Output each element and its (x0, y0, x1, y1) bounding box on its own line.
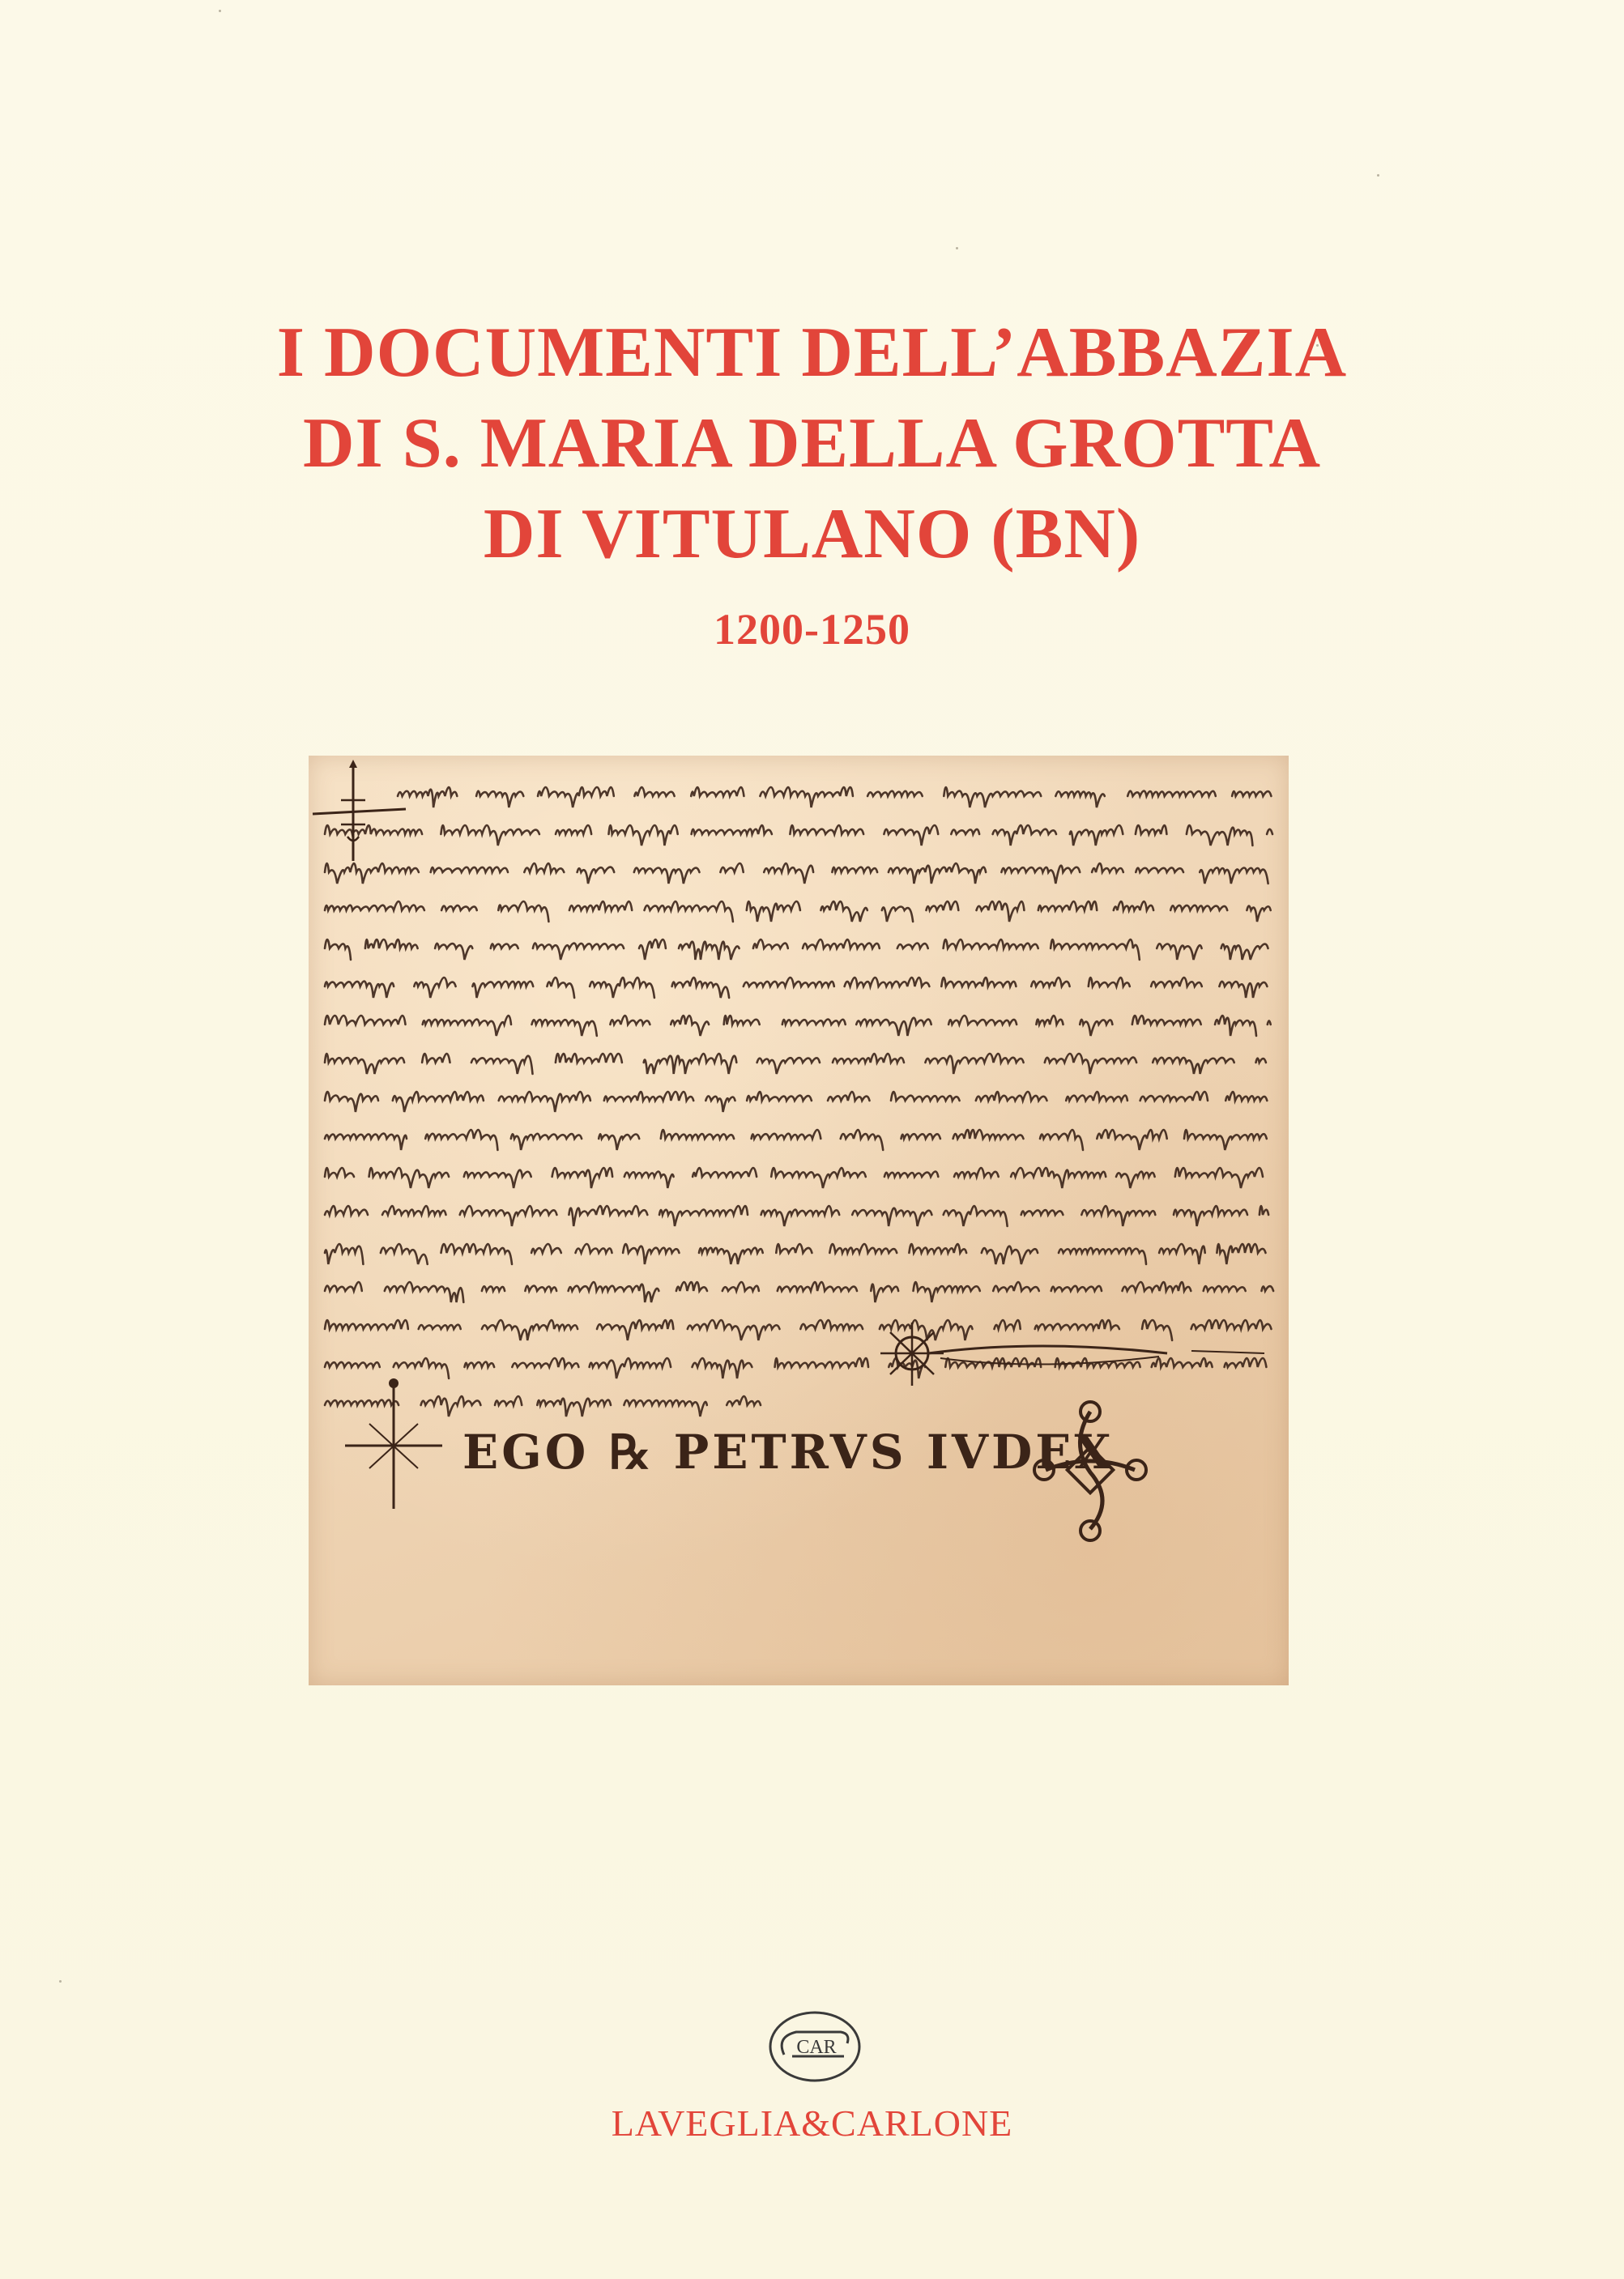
handwritten-line (325, 1168, 1263, 1188)
handwritten-line (325, 1054, 1266, 1074)
manuscript-script (309, 756, 1289, 1685)
title-line-3: DI VITULANO (BN) (483, 495, 1141, 573)
handwritten-line (325, 939, 1268, 960)
paper-speck (59, 1980, 62, 1983)
title-line-1: I DOCUMENTI DELL’ABBAZIA (276, 313, 1348, 392)
publisher-name: LAVEGLIA&CARLONE (611, 2102, 1013, 2144)
handwritten-line (325, 1130, 1267, 1150)
handwritten-line (398, 787, 1271, 807)
title-line-2: DI S. MARIA DELLA GROTTA (302, 404, 1322, 483)
handwritten-line (325, 1206, 1268, 1226)
paper-speck (219, 10, 221, 12)
handwritten-line (325, 901, 1271, 922)
publisher-block (0, 2004, 1624, 2145)
handwritten-line (325, 863, 1268, 884)
publisher-logo (760, 2004, 865, 2085)
handwritten-line (325, 978, 1267, 998)
judge-signature: EGO ℞ PETRVS IVDEX (462, 1425, 1115, 1480)
handwritten-line (325, 1244, 1266, 1264)
signature-cross (345, 1378, 442, 1509)
publisher-logo-letters: CAR (795, 2037, 837, 2058)
handwritten-line (325, 1358, 1266, 1378)
chrismon-cross (313, 760, 406, 861)
handwritten-line (325, 1092, 1267, 1112)
manuscript-image (309, 756, 1289, 1685)
handwritten-line (325, 1282, 1273, 1302)
title-years: 1200-1250 (714, 605, 910, 654)
handwritten-lines (325, 787, 1273, 1416)
handwritten-line (325, 1016, 1271, 1036)
paper-speck (956, 247, 958, 249)
handwritten-line (325, 825, 1272, 846)
book-title (0, 308, 1624, 658)
paper-speck (1377, 174, 1379, 177)
handwritten-line (325, 1396, 761, 1416)
handwritten-line (325, 1320, 1272, 1340)
